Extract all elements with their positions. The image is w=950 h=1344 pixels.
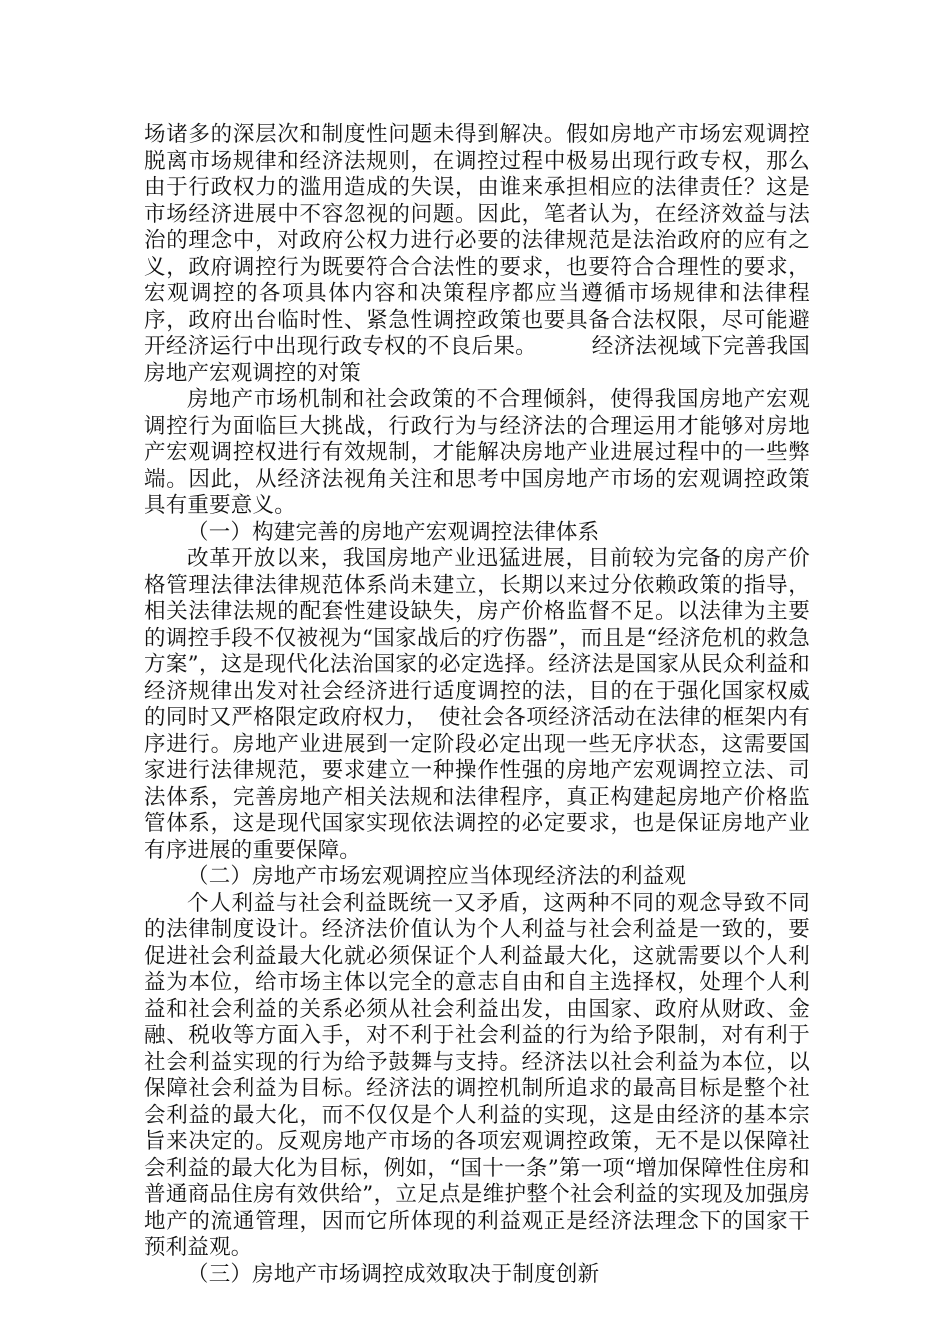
section-heading-3: （三）房地产市场调控成效取决于制度创新 (187, 1261, 600, 1287)
paragraph-intro: 场诸多的深层次和制度性问题未得到解决。假如房地产市场宏观调控脱离市场规律和经济法规则，在调控过程中极易出现行政专权，那么由于行政权力的滥用造成的失误，由谁来承担相应的法律责任？这是市场经济进展中不容忽视的问题。因此，笔者认为，在经济效益与法治的理念中，对政府公权力进行必要的法律规范是法治政府的应有之义，政府调控行为既要符合合法性的要求，也要符合合理性的要求，宏观调控的各项具体内容和决策程序都应当遵循市场规律和法律程序，政府出台临时性、紧急性调控政策也要具备合法权限，尽可能避开经济运行中出现行政专权的不良后果。 经济法视域下完善我国房地产宏观调控的对策 (144, 122, 810, 386)
paragraph-interest-view: 个人利益与社会利益既统一又矛盾，这两种不同的观念导致不同的法律制度设计。经济法价值认为个人利益与社会利益是一致的，要促进社会利益最大化就必须保证个人利益最大化，这就需要以个人利益为本位，给市场主体以完全的意志自由和自主选择权，处理个人利益和社会利益的关系必须从社会利益出发，由国家、政府从财政、金融、税收等方面入手，对不利于社会利益的行为给予限制，对有利于社会利益实现的行为给予鼓舞与支持。经济法以社会利益为本位，以保障社会利益为目标。经济法的调控机制所追求的最高目标是整个社会利益的最大化，而不仅仅是个人利益的实现，这是由经济的基本宗旨来决定的。反观房地产市场的各项宏观调控政策，无不是以保障社会利益的最大化为目标，例如，“国十一条”第一项“增加保障性住房和普通商品住房有效供给”，立足点是维护整个社会利益的实现及加强房地产的流通管理，因而它所体现的利益观正是经济法理念下的国家干预利益观。 (144, 890, 810, 1260)
paragraph-legal-system: 改革开放以来，我国房地产业迅猛进展，目前较为完备的房产价格管理法律法律规范体系尚未建立，长期以来过分依赖政策的指导，相关法律法规的配套性建设缺失，房产价格监督不足。以法律为主要的调控手段不仅被视为“国家战后的疗伤器”，而且是“经济危机的救急方案”，这是现代化法治国家的必定选择。经济法是国家从民众利益和经济规律出发对社会经济进行适度调控的法，目的在于强化国家权威的同时又严格限定政府权力， 使社会各项经济活动在法律的框架内有序进行。房地产业进展到一定阶段必定出现一些无序状态，这需要国家进行法律规范，要求建立一种操作性强的房地产宏观调控立法、司法体系，完善房地产相关法规和法律程序，真正构建起房地产价格监管体系，这是现代国家实现依法调控的必定要求，也是保证房地产业有序进展的重要保障。 (144, 546, 810, 863)
section-heading-1: （一）构建完善的房地产宏观调控法律体系 (187, 519, 600, 545)
paragraph-challenges: 房地产市场机制和社会政策的不合理倾斜，使得我国房地产宏观调控行为面临巨大挑战，行政行为与经济法的合理运用才能够对房地产宏观调控权进行有效规制，才能解决房地产业进展过程中的一些弊端。因此，从经济法视角关注和思考中国房地产市场的宏观调控政策具有重要意义。 (144, 387, 810, 518)
section-heading-2: （二）房地产市场宏观调控应当体现经济法的利益观 (187, 864, 687, 889)
document-page (144, 122, 810, 1288)
